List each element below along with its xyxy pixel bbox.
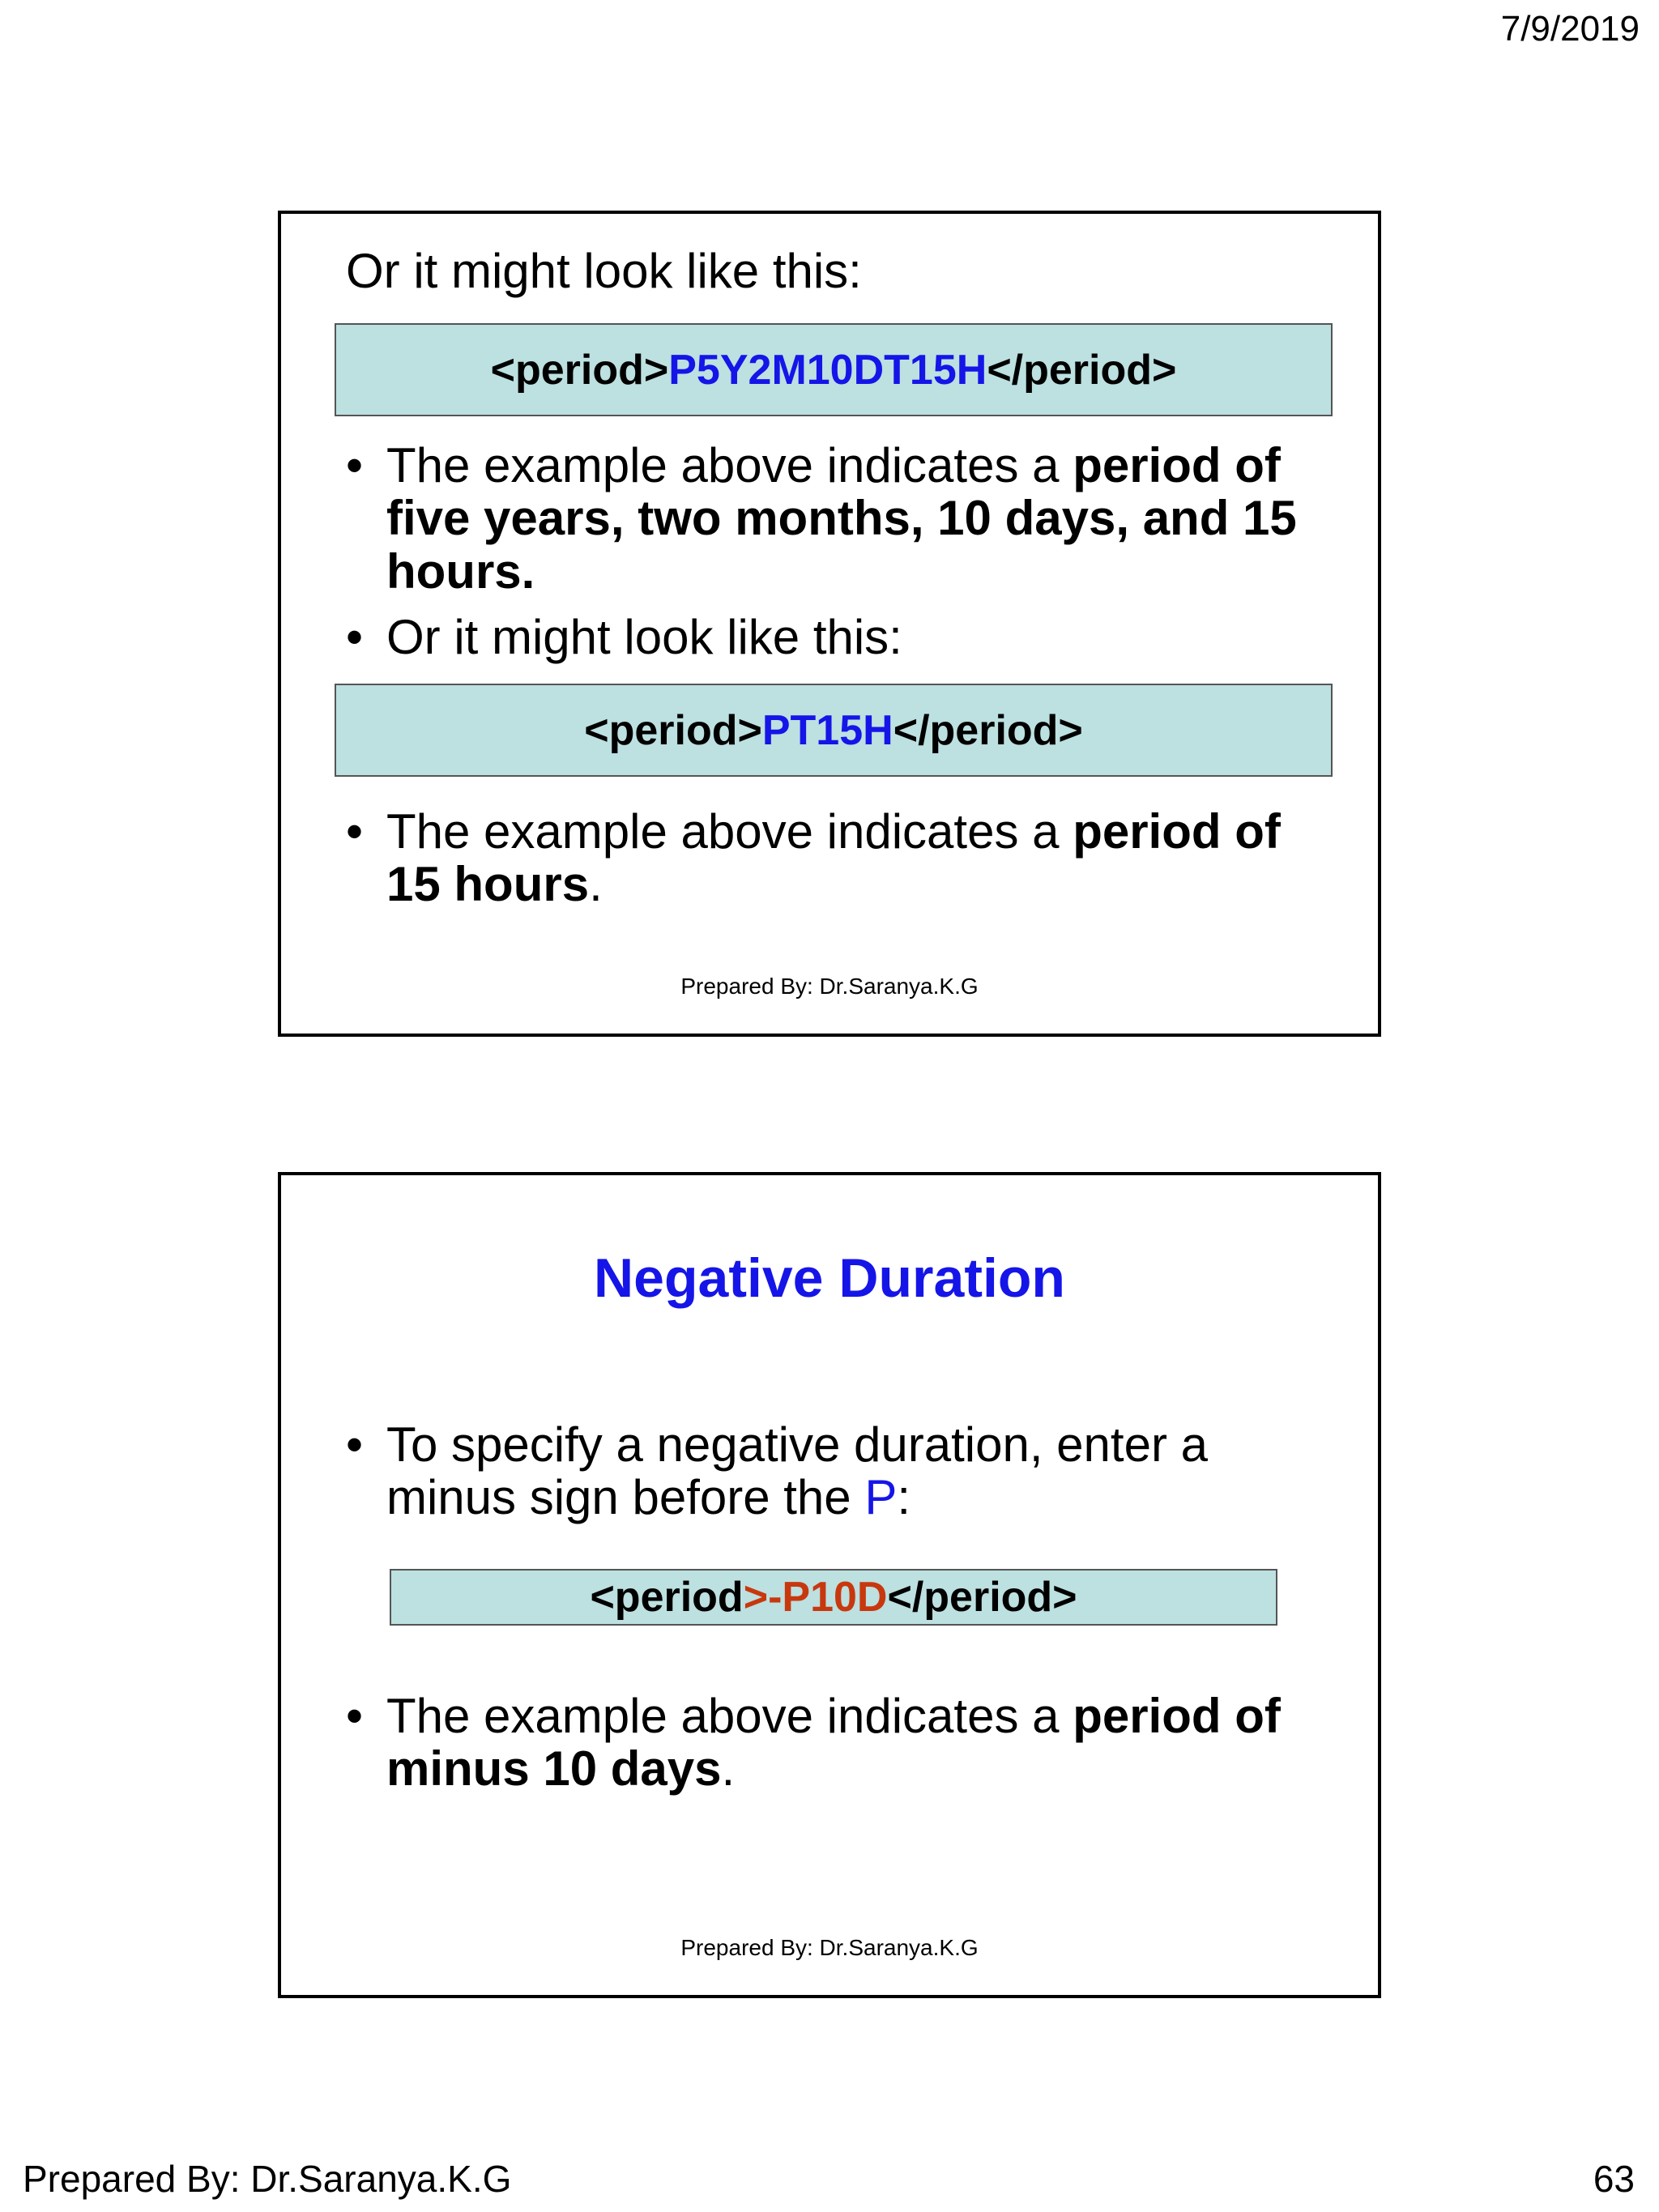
bullet-text: The example above indicates a (386, 804, 1073, 859)
code-close-tag: </period> (987, 346, 1177, 394)
slide-title: Negative Duration (594, 1247, 1065, 1309)
bullet-dot: • (346, 438, 364, 492)
bullet-dot: • (346, 1689, 364, 1743)
bullet-text: Or it might look like this: (386, 610, 902, 664)
bullet-text: The example above indicates a (386, 438, 1073, 492)
code-period-value: PT15H (761, 706, 893, 754)
bullet-text: . (721, 1741, 736, 1796)
code-close-tag: </period> (887, 1574, 1077, 1621)
bullet-dot: • (346, 1417, 364, 1472)
code-open-tag: <period (590, 1574, 744, 1621)
page-date: 7/9/2019 (1500, 9, 1640, 49)
slide-intro-text: Or it might look like this: (346, 244, 862, 298)
bullet-text: To specify a negative duration, enter a (386, 1417, 1208, 1472)
code-open-tag: <period> (490, 346, 669, 394)
bullet-bold-text: period of (1073, 1689, 1281, 1743)
bullet-dot: • (346, 804, 364, 859)
code-open-tag: <period> (584, 706, 762, 754)
slide-footer: Prepared By: Dr.Saranya.K.G (680, 1935, 979, 1960)
page-footer-author: Prepared By: Dr.Saranya.K.G (23, 2158, 512, 2200)
bullet-dot: • (346, 610, 364, 664)
bullet-bold-text: minus 10 days (386, 1741, 722, 1796)
code-example-hours-period (335, 684, 1333, 777)
bullet-bold-text: period of (1073, 438, 1281, 492)
bullet-text: . (589, 857, 603, 912)
code-period-value: P5Y2M10DT15H (668, 346, 987, 394)
code-example-full-period (335, 323, 1333, 416)
code-period-value: >-P10D (743, 1574, 888, 1621)
bullet-bold-text: hours. (386, 543, 535, 599)
bullet-bold-text: period of (1073, 804, 1281, 859)
bullet-text: minus sign before the (386, 1470, 865, 1525)
page-number: 63 (1593, 2158, 1635, 2200)
slide-negative-duration (278, 1172, 1381, 1998)
bullet-highlight-text: P (864, 1470, 898, 1525)
code-example-negative-period (390, 1569, 1277, 1626)
bullet-text: : (897, 1470, 911, 1525)
code-close-tag: </period> (893, 706, 1083, 754)
bullet-bold-text: five years, two months, 10 days, and 15 (386, 491, 1297, 546)
bullet-bold-text: 15 hours (386, 857, 590, 912)
slide-footer: Prepared By: Dr.Saranya.K.G (680, 974, 979, 999)
slide-period-examples (278, 211, 1381, 1037)
bullet-text: The example above indicates a (386, 1689, 1073, 1743)
